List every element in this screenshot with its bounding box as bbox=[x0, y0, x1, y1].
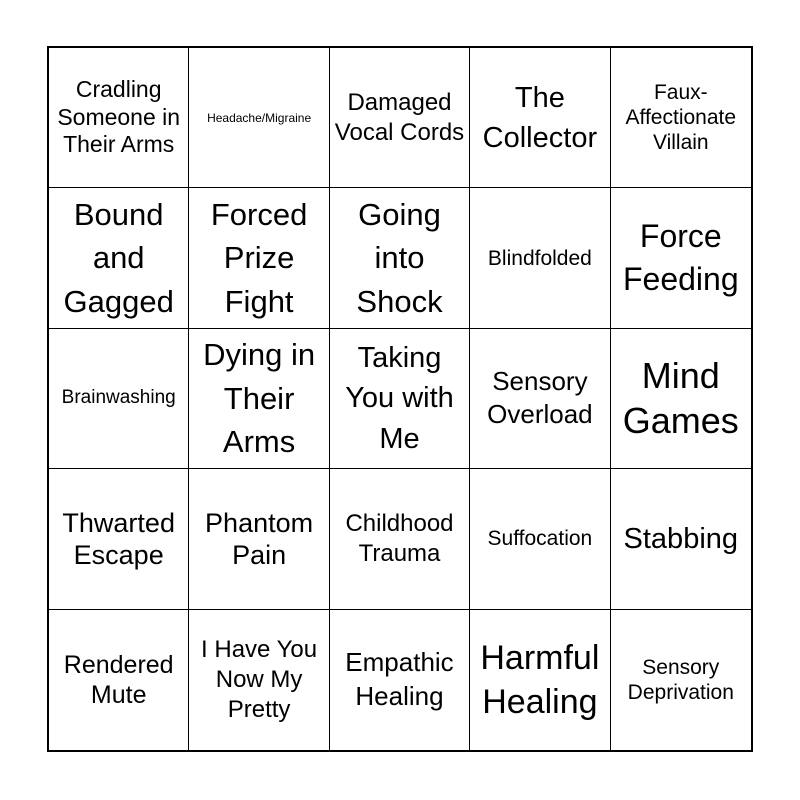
cell-label: Damaged Vocal Cords bbox=[334, 88, 465, 146]
cell-label: Brainwashing bbox=[61, 387, 176, 409]
cell-label: Dying in Their Arms bbox=[203, 337, 316, 460]
bingo-cell[interactable] bbox=[330, 48, 470, 188]
cell-label: Forced Prize Fight bbox=[210, 197, 308, 319]
cell-label: Rendered Mute bbox=[63, 650, 174, 709]
cell-label: Mind Games bbox=[622, 355, 739, 442]
bingo-cell[interactable] bbox=[189, 188, 329, 328]
bingo-cell[interactable] bbox=[611, 469, 751, 609]
bingo-cell[interactable] bbox=[49, 610, 189, 750]
bingo-cell[interactable] bbox=[49, 48, 189, 188]
bingo-cell[interactable] bbox=[470, 329, 610, 469]
cell-label: Bound and Gagged bbox=[63, 197, 174, 319]
cell-label: Going into Shock bbox=[356, 197, 443, 319]
bingo-cell[interactable] bbox=[611, 48, 751, 188]
bingo-cell[interactable] bbox=[330, 188, 470, 328]
bingo-cell[interactable] bbox=[189, 469, 329, 609]
bingo-cell[interactable] bbox=[189, 329, 329, 469]
bingo-cell[interactable] bbox=[470, 469, 610, 609]
bingo-cell[interactable] bbox=[470, 48, 610, 188]
bingo-cell[interactable] bbox=[611, 610, 751, 750]
bingo-cell[interactable] bbox=[330, 469, 470, 609]
cell-label: Stabbing bbox=[623, 522, 739, 555]
bingo-board bbox=[47, 46, 753, 752]
bingo-cell[interactable] bbox=[49, 329, 189, 469]
cell-label: Force Feeding bbox=[622, 217, 739, 298]
bingo-cell[interactable] bbox=[49, 469, 189, 609]
bingo-cell[interactable] bbox=[330, 329, 470, 469]
cell-label: Cradling Someone in Their Arms bbox=[57, 76, 181, 158]
bingo-cell[interactable] bbox=[189, 610, 329, 750]
cell-label: Harmful Healing bbox=[480, 638, 600, 721]
cell-label: I Have You Now My Pretty bbox=[201, 635, 318, 723]
cell-label: Childhood Trauma bbox=[345, 509, 454, 567]
bingo-cell[interactable] bbox=[470, 188, 610, 328]
cell-label: Phantom Pain bbox=[205, 507, 314, 570]
cell-label: The Collector bbox=[482, 81, 598, 154]
cell-label: Taking You with Me bbox=[345, 342, 454, 455]
bingo-cell[interactable] bbox=[330, 610, 470, 750]
cell-label: Headache/Migraine bbox=[207, 110, 312, 125]
cell-label: Suffocation bbox=[487, 527, 593, 551]
bingo-cell[interactable] bbox=[611, 188, 751, 328]
bingo-cell[interactable] bbox=[611, 329, 751, 469]
cell-label: Empathic Healing bbox=[345, 646, 454, 711]
cell-label: Sensory Deprivation bbox=[627, 655, 734, 704]
cell-label: Blindfolded bbox=[487, 246, 592, 270]
cell-label: Faux-Affectionate Villain bbox=[625, 80, 737, 155]
bingo-cell[interactable] bbox=[49, 188, 189, 328]
bingo-cell[interactable] bbox=[189, 48, 329, 188]
bingo-cell[interactable] bbox=[470, 610, 610, 750]
cell-label: Sensory Overload bbox=[487, 365, 593, 430]
cell-label: Thwarted Escape bbox=[62, 507, 175, 570]
